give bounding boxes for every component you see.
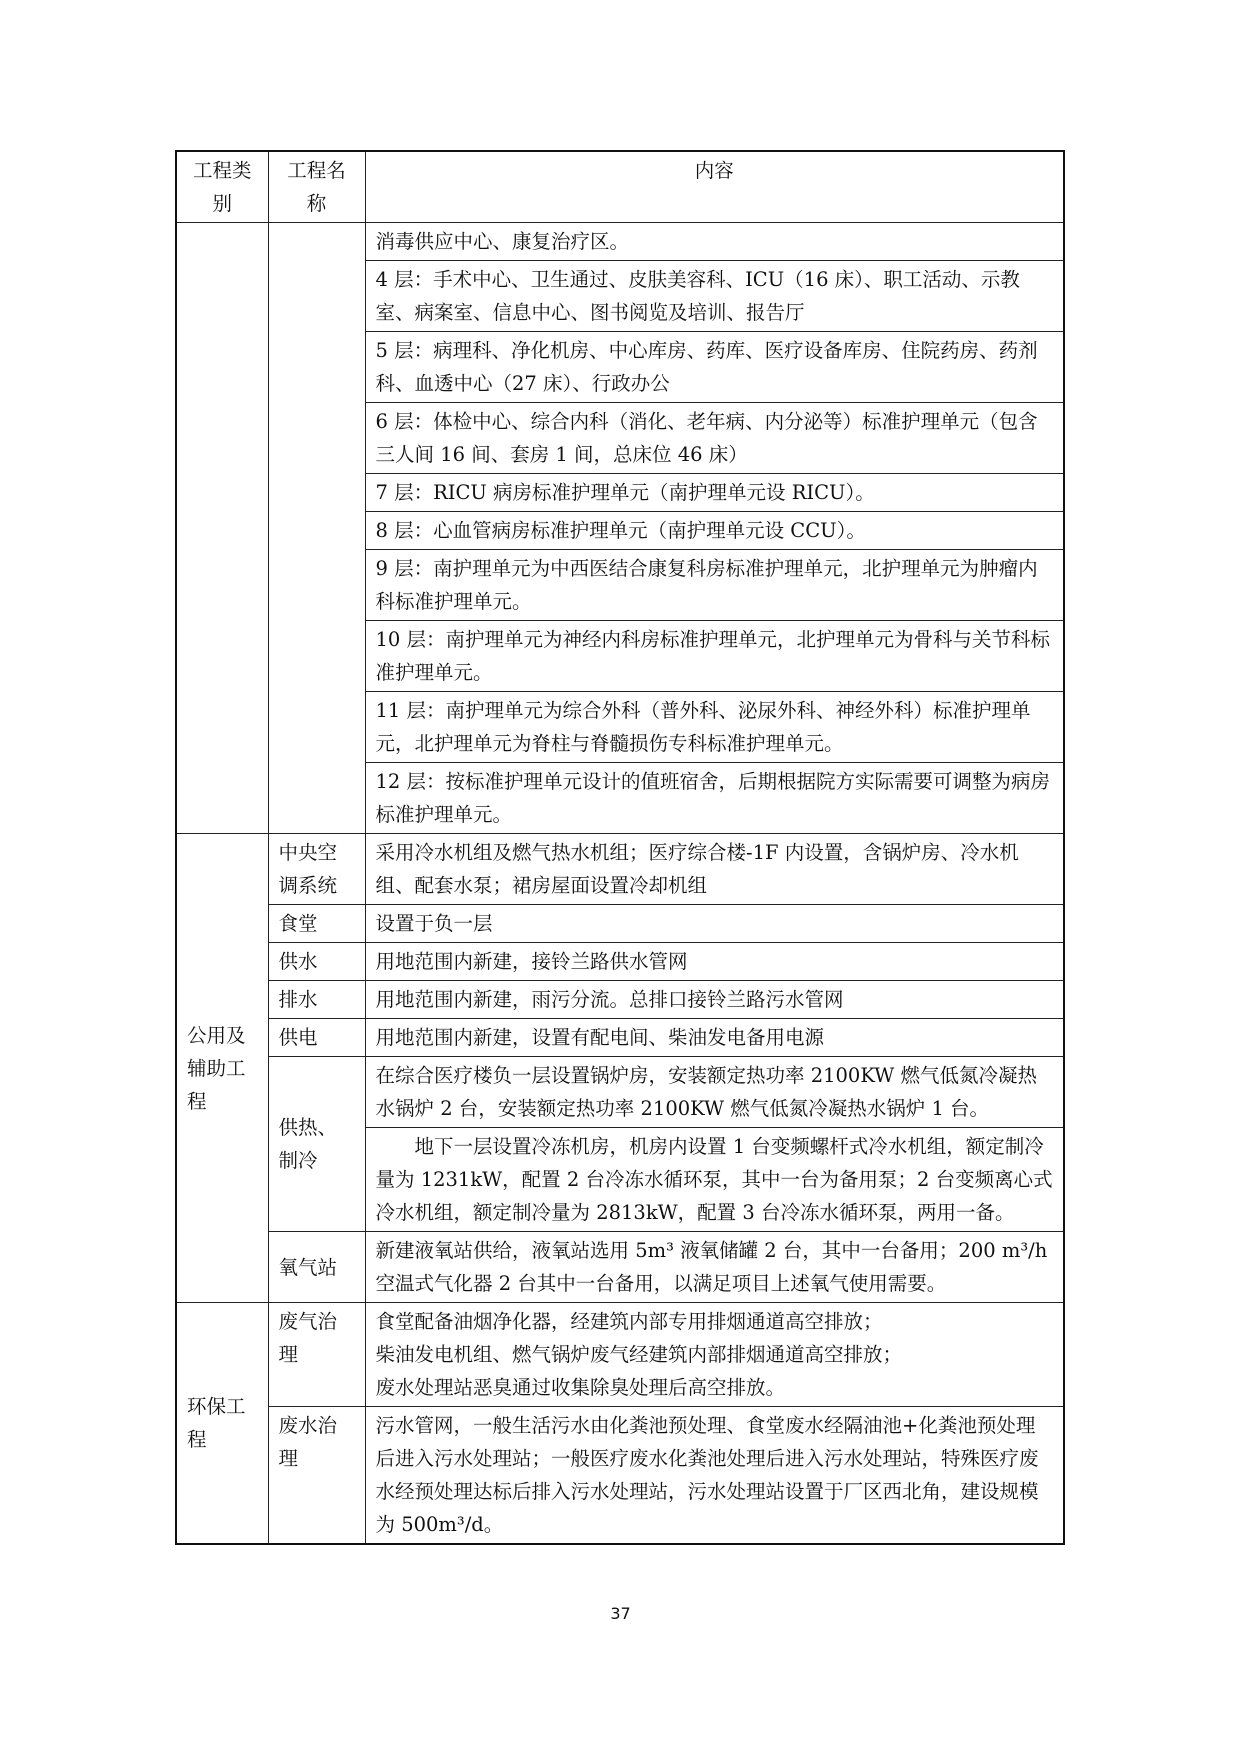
floor-content: 6 层：体检中心、综合内科（消化、老年病、内分泌等）标准护理单元（包含三人间 16 间、套房 1 间，总床位 46 床） (365, 403, 1064, 474)
item-name: 食堂 (268, 905, 365, 943)
item-content (365, 1303, 1064, 1407)
table-row (176, 1303, 1064, 1407)
gas-line: 食堂配备油烟净化器，经建筑内部专用排烟通道高空排放； (375, 1310, 883, 1333)
header-category: 工程类别 (176, 151, 268, 223)
table-row (176, 943, 1064, 981)
gas-line: 柴油发电机组、燃气锅炉废气经建筑内部排烟通道高空排放； (375, 1343, 903, 1366)
item-content: 用地范围内新建，接铃兰路供水管网 (365, 943, 1064, 981)
item-content: 设置于负一层 (365, 905, 1064, 943)
name-cell-main (268, 223, 365, 834)
floor-content: 9 层：南护理单元为中西医结合康复科房标准护理单元，北护理单元为肿瘤内科标准护理单元。 (365, 550, 1064, 621)
page-number: 37 (610, 1604, 631, 1623)
table-header-row (176, 151, 1064, 223)
engineering-table (175, 150, 1065, 1545)
floor-content: 5 层：病理科、净化机房、中心库房、药库、医疗设备库房、住院药房、药剂科、血透中心（27 床）、行政办公 (365, 332, 1064, 403)
table-row (176, 223, 1064, 261)
table-row (176, 834, 1064, 905)
item-name: 废气治理 (268, 1303, 365, 1407)
heating-content: 在综合医疗楼负一层设置锅炉房，安装额定热功率 2100KW 燃气低氮冷凝热水锅炉 2 台，安装额定热功率 2100KW 燃气低氮冷凝热水锅炉 1 台。 (365, 1057, 1064, 1128)
table-row (176, 1057, 1064, 1128)
item-content: 采用冷水机组及燃气热水机组；医疗综合楼-1F 内设置，含锅炉房、冷水机组、配套水泵；裙房屋面设置冷却机组 (365, 834, 1064, 905)
floor-content: 4 层：手术中心、卫生通过、皮肤美容科、ICU（16 床）、职工活动、示教室、病案室、信息中心、图书阅览及培训、报告厅 (365, 261, 1064, 332)
header-name: 工程名称 (268, 151, 365, 223)
item-content: 新建液氧站供给，液氧站选用 5m³ 液氧储罐 2 台，其中一台备用；200 m³/h 空温式气化器 2 台其中一台备用，以满足项目上述氧气使用需要。 (365, 1232, 1064, 1303)
category-cell-utilities: 公用及辅助工程 (176, 834, 268, 1303)
table-row (176, 905, 1064, 943)
table-row (176, 1019, 1064, 1057)
floor-content: 10 层：南护理单元为神经内科房标准护理单元，北护理单元为骨科与关节科标准护理单元。 (365, 621, 1064, 692)
item-name: 供水 (268, 943, 365, 981)
floor-content: 7 层：RICU 病房标准护理单元（南护理单元设 RICU）。 (365, 474, 1064, 512)
category-cell-env: 环保工程 (176, 1303, 268, 1545)
item-name: 氧气站 (268, 1232, 365, 1303)
header-content: 内容 (365, 151, 1064, 223)
floor-content: 消毒供应中心、康复治疗区。 (365, 223, 1064, 261)
table-row (176, 1232, 1064, 1303)
item-content: 用地范围内新建，雨污分流。总排口接铃兰路污水管网 (365, 981, 1064, 1019)
floor-content: 8 层：心血管病房标准护理单元（南护理单元设 CCU）。 (365, 512, 1064, 550)
item-name: 供电 (268, 1019, 365, 1057)
item-name: 废水治理 (268, 1407, 365, 1545)
floor-content: 11 层：南护理单元为综合外科（普外科、泌尿外科、神经外科）标准护理单元，北护理单元为脊柱与脊髓损伤专科标准护理单元。 (365, 692, 1064, 763)
cooling-content: 地下一层设置冷冻机房，机房内设置 1 台变频螺杆式冷水机组，额定制冷量为 1231kW，配置 2 台冷冻水循环泵，其中一台为备用泵；2 台变频离心式冷水机组，额定制冷量为 2813kW，配置 3 台冷冻水循环泵，两用一备。 (365, 1128, 1064, 1232)
item-name: 供热、制冷 (268, 1057, 365, 1232)
table-row (176, 981, 1064, 1019)
gas-line: 废水处理站恶臭通过收集除臭处理后高空排放。 (375, 1376, 786, 1399)
floor-content: 12 层：按标准护理单元设计的值班宿舍，后期根据院方实际需要可调整为病房标准护理单元。 (365, 763, 1064, 834)
item-name: 排水 (268, 981, 365, 1019)
item-content: 用地范围内新建，设置有配电间、柴油发电备用电源 (365, 1019, 1064, 1057)
item-content: 污水管网，一般生活污水由化粪池预处理、食堂废水经隔油池+化粪池预处理后进入污水处理站；一般医疗废水化粪池处理后进入污水处理站，特殊医疗废水经预处理达标后排入污水处理站，污水处理站设置于厂区西北角，建设规模为 500m³/d。 (365, 1407, 1064, 1545)
category-cell-main (176, 223, 268, 834)
table-row (176, 1407, 1064, 1545)
item-name: 中央空调系统 (268, 834, 365, 905)
